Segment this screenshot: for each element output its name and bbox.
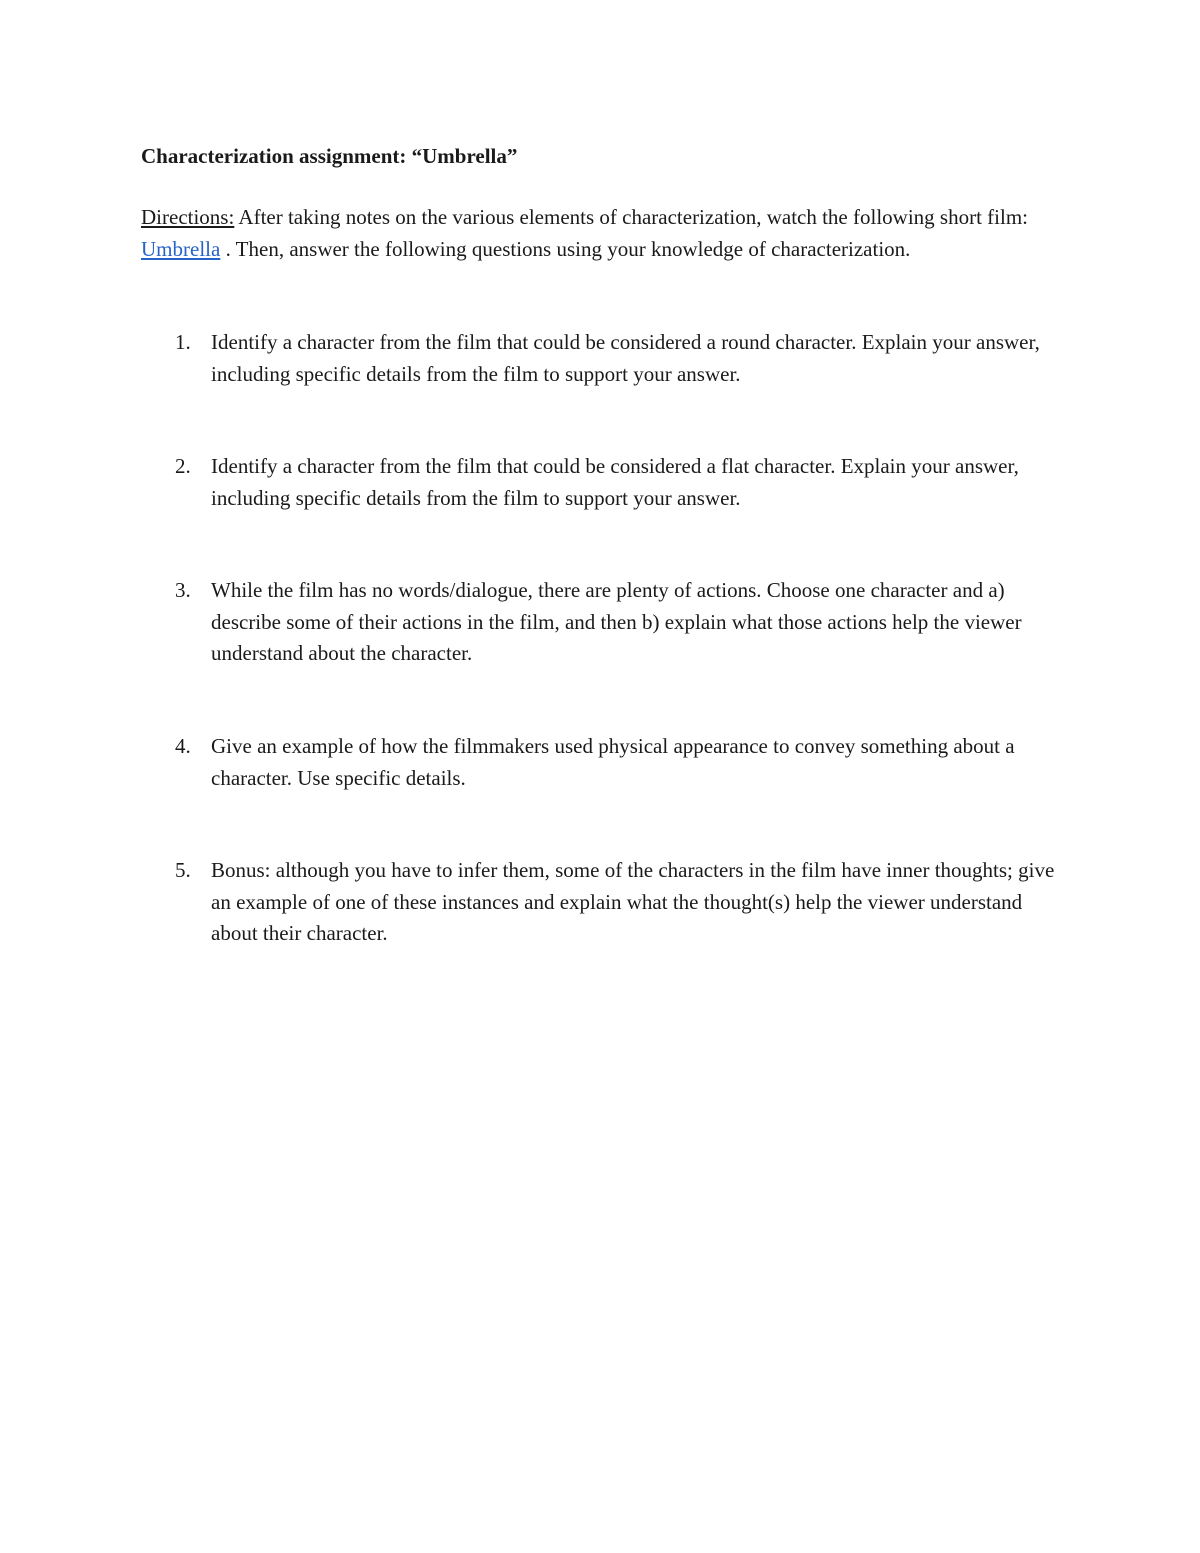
question-text: Bonus: although you have to infer them, some of the characters in the film have inner thoughts; give an example of one of these instances and explain what the thought(s) help the viewer understand about their character. bbox=[211, 858, 1055, 945]
directions-paragraph bbox=[141, 202, 1061, 265]
question-text: Identify a character from the film that could be considered a flat character. Explain your answer, including specific details from the film to support your answer. bbox=[211, 454, 1019, 510]
question-number: 1. bbox=[175, 330, 191, 354]
question-number: 4. bbox=[175, 734, 191, 758]
question-number: 5. bbox=[175, 858, 191, 882]
directions-label: Directions: bbox=[141, 205, 235, 229]
question-text: Give an example of how the filmmakers used physical appearance to convey something about a character. Use specific details. bbox=[211, 734, 1015, 790]
document-title: Characterization assignment: “Umbrella” bbox=[141, 144, 518, 168]
directions-text-before-link: After taking notes on the various elements of characterization, watch the following short film: bbox=[234, 205, 1028, 229]
umbrella-film-link[interactable]: Umbrella bbox=[141, 236, 221, 261]
directions-text-after-link: . Then, answer the following questions using your knowledge of characterization. bbox=[220, 236, 911, 261]
question-text: While the film has no words/dialogue, there are plenty of actions. Choose one character and a) describe some of their actions in the film, and then b) explain what those actions help the viewer understand about the character. bbox=[211, 578, 1022, 665]
question-number: 3. bbox=[175, 578, 191, 602]
question-number: 2. bbox=[175, 454, 191, 478]
question-text: Identify a character from the film that could be considered a round character. Explain your answer, including specific details from the film to support your answer. bbox=[211, 330, 1040, 386]
